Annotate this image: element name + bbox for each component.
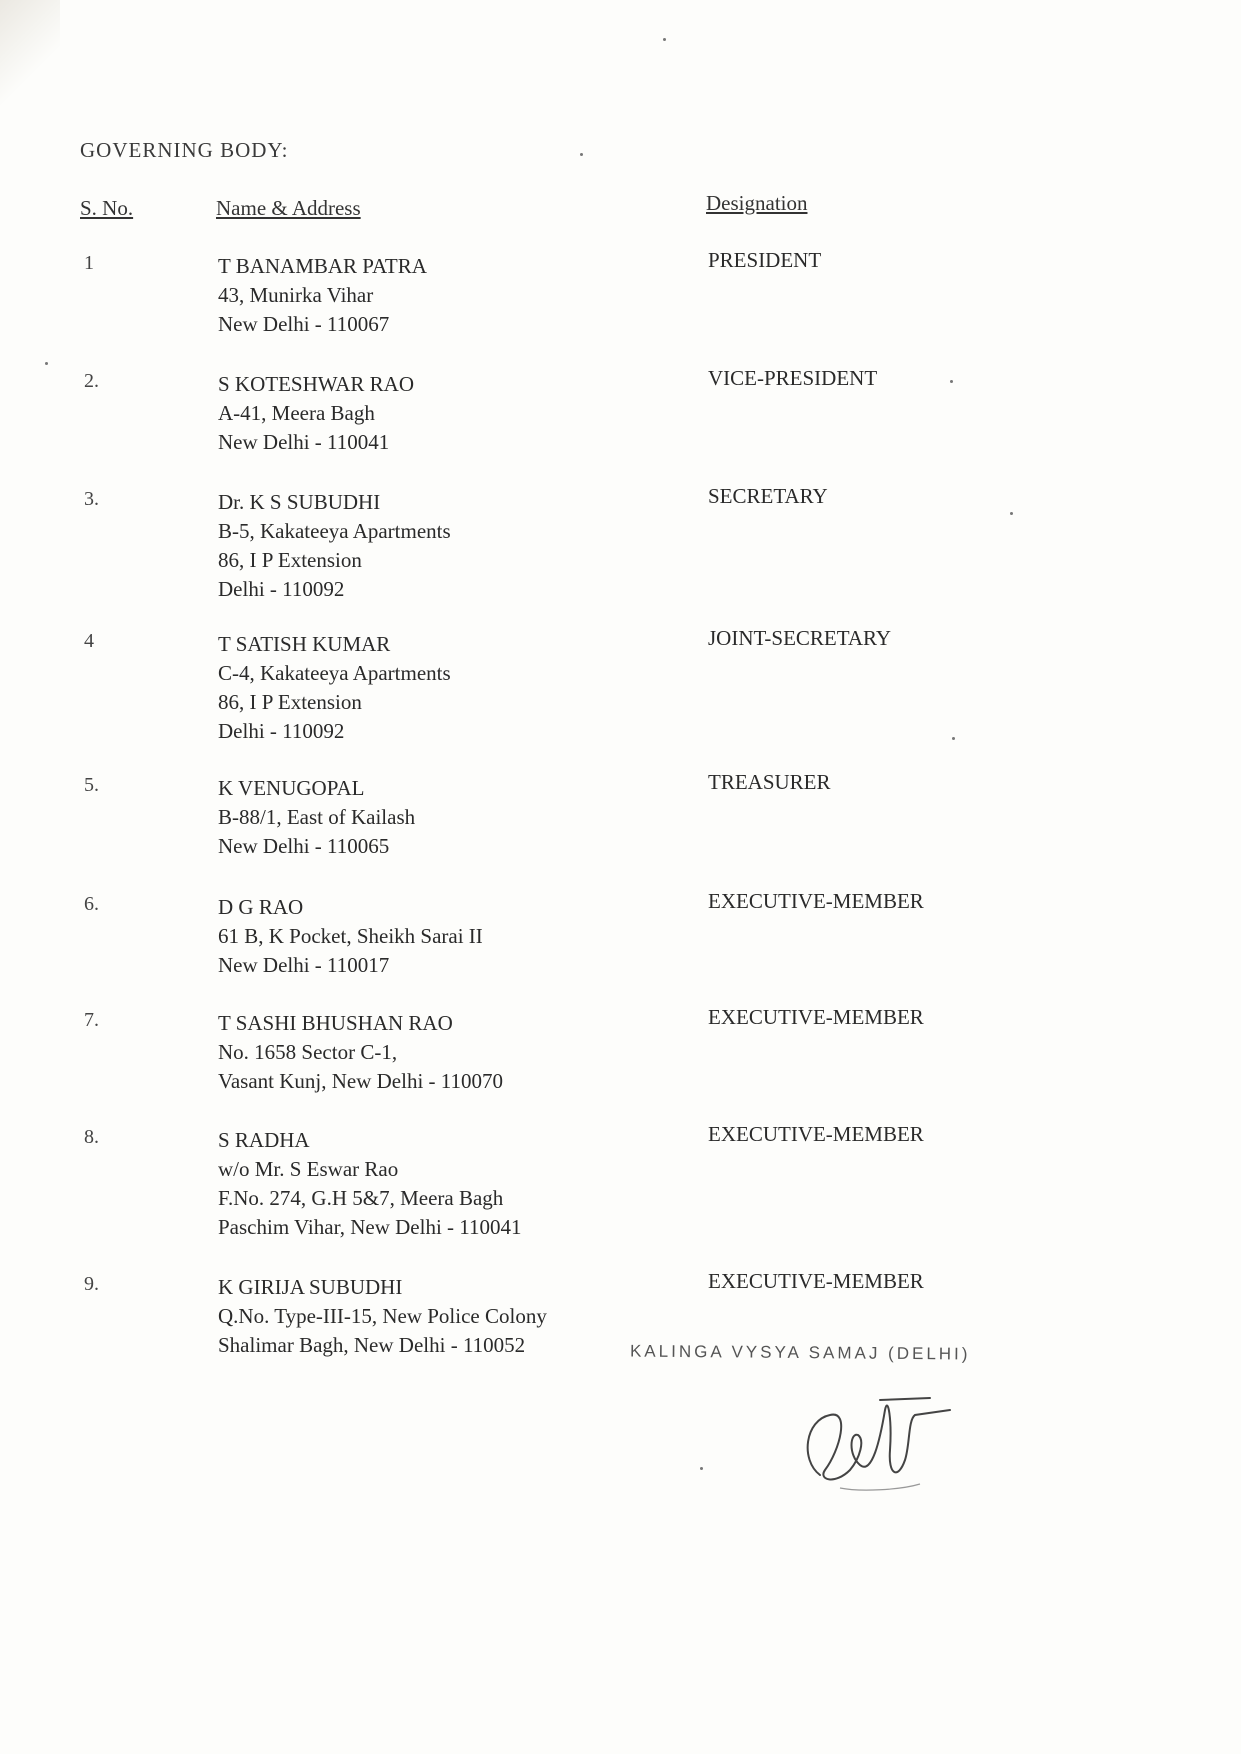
member-address-line: New Delhi - 110067 xyxy=(218,312,390,336)
member-sno: 4 xyxy=(84,630,94,652)
member-row xyxy=(0,248,1241,362)
member-name: T SATISH KUMAR xyxy=(218,632,391,656)
member-sno: 1 xyxy=(84,252,94,274)
member-row xyxy=(0,1122,1241,1239)
member-sno: 2. xyxy=(84,370,99,392)
member-name: D G RAO xyxy=(218,895,304,919)
member-row xyxy=(0,484,1241,601)
column-header-sno: S. No. xyxy=(80,196,134,220)
member-address-line: F.No. 274, G.H 5&7, Meera Bagh xyxy=(218,1186,504,1210)
member-name-address xyxy=(218,774,415,861)
member-sno: 7. xyxy=(84,1009,99,1031)
member-sno: 8. xyxy=(84,1126,99,1148)
member-row xyxy=(0,1269,1241,1383)
member-sno: 5. xyxy=(84,774,99,796)
member-designation: JOINT-SECRETARY xyxy=(708,626,892,650)
member-row xyxy=(0,889,1241,1003)
member-designation: EXECUTIVE-MEMBER xyxy=(708,1269,924,1293)
member-sno: 3. xyxy=(84,488,99,510)
member-designation: EXECUTIVE-MEMBER xyxy=(708,1005,924,1029)
scan-speck xyxy=(580,153,583,156)
member-name: T BANAMBAR PATRA xyxy=(218,254,427,278)
member-address-line: w/o Mr. S Eswar Rao xyxy=(218,1157,399,1181)
member-address-line: C-4, Kakateeya Apartments xyxy=(218,661,451,685)
member-name-address xyxy=(218,488,451,604)
member-name: K GIRIJA SUBUDHI xyxy=(218,1275,403,1299)
member-address-line: B-88/1, East of Kailash xyxy=(218,805,416,829)
member-row xyxy=(0,1005,1241,1119)
member-address-line: B-5, Kakateeya Apartments xyxy=(218,519,451,543)
member-name: K VENUGOPAL xyxy=(218,776,365,800)
member-name-address xyxy=(218,370,414,457)
member-name-address xyxy=(218,1009,503,1096)
member-address-line: 86, I P Extension xyxy=(218,690,362,714)
member-address-line: Paschim Vihar, New Delhi - 110041 xyxy=(218,1215,522,1239)
member-address-line: Delhi - 110092 xyxy=(218,577,345,601)
scan-speck xyxy=(1010,512,1013,515)
organization-stamp: KALINGA VYSYA SAMAJ (DELHI) xyxy=(629,1341,971,1364)
member-address-line: Vasant Kunj, New Delhi - 110070 xyxy=(218,1069,504,1093)
member-name: Dr. K S SUBUDHI xyxy=(218,490,381,514)
member-address-line: Delhi - 110092 xyxy=(218,719,345,743)
member-address-line: No. 1658 Sector C-1, xyxy=(218,1040,398,1064)
page-corner-shadow xyxy=(0,0,60,120)
member-name-address xyxy=(218,252,427,339)
scan-speck xyxy=(663,38,666,41)
member-designation: SECRETARY xyxy=(708,484,828,508)
member-designation: VICE-PRESIDENT xyxy=(708,366,878,390)
member-name: S KOTESHWAR RAO xyxy=(218,372,415,396)
member-address-line: New Delhi - 110017 xyxy=(218,953,390,977)
member-address-line: New Delhi - 110041 xyxy=(218,430,390,454)
scan-speck xyxy=(950,380,953,383)
member-designation: EXECUTIVE-MEMBER xyxy=(708,889,924,913)
member-name-address xyxy=(218,1273,547,1360)
member-name: T SASHI BHUSHAN RAO xyxy=(218,1011,453,1035)
member-sno: 6. xyxy=(84,893,99,915)
member-row xyxy=(0,770,1241,884)
column-header-name-address: Name & Address xyxy=(216,196,361,220)
member-designation: EXECUTIVE-MEMBER xyxy=(708,1122,924,1146)
scan-speck xyxy=(700,1467,703,1470)
member-row xyxy=(0,366,1241,480)
member-address-line: A-41, Meera Bagh xyxy=(218,401,375,425)
member-name-address xyxy=(218,630,451,746)
member-address-line: Shalimar Bagh, New Delhi - 110052 xyxy=(218,1333,526,1357)
member-designation: TREASURER xyxy=(708,770,831,794)
scan-speck xyxy=(952,737,955,740)
member-address-line: 43, Munirka Vihar xyxy=(218,283,374,307)
member-address-line: 61 B, K Pocket, Sheikh Sarai II xyxy=(218,924,483,948)
signature xyxy=(780,1380,970,1510)
page-heading: GOVERNING BODY: xyxy=(80,138,289,162)
scan-speck xyxy=(45,362,48,365)
member-address-line: 86, I P Extension xyxy=(218,548,362,572)
column-header-designation: Designation xyxy=(706,191,808,215)
member-name: S RADHA xyxy=(218,1128,310,1152)
member-sno: 9. xyxy=(84,1273,99,1295)
member-name-address xyxy=(218,1126,522,1242)
member-name-address xyxy=(218,893,483,980)
member-address-line: Q.No. Type-III-15, New Police Colony xyxy=(218,1304,547,1328)
member-address-line: New Delhi - 110065 xyxy=(218,834,390,858)
member-designation: PRESIDENT xyxy=(708,248,822,272)
member-row xyxy=(0,626,1241,743)
